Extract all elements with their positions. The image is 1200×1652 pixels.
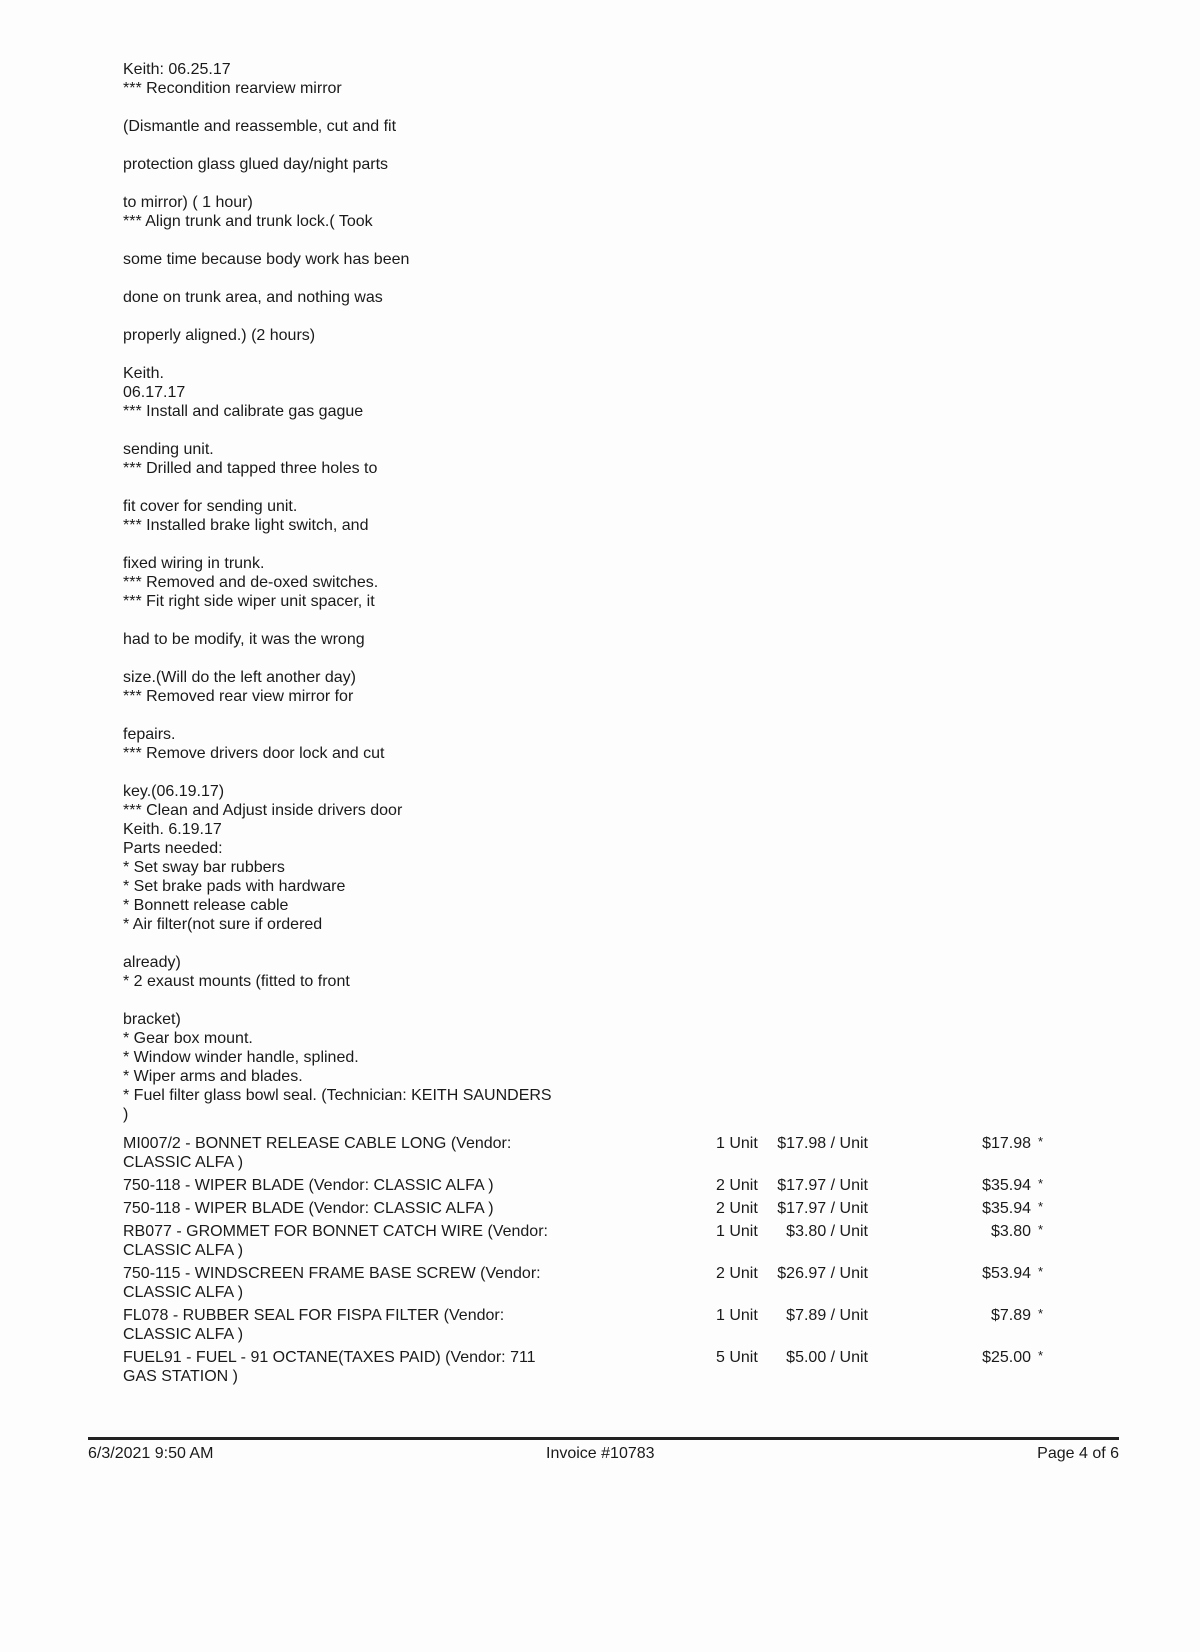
item-rate: $3.80 / Unit <box>786 1223 868 1240</box>
note-line: had to be modify, it was the wrong <box>123 631 365 648</box>
item-amount: $53.94 <box>982 1265 1031 1282</box>
item-amount: $25.00 <box>982 1349 1031 1366</box>
line-item-row <box>123 1176 1083 1195</box>
footer-invoice-number: Invoice #10783 <box>546 1445 655 1462</box>
note-line: * Air filter(not sure if ordered <box>123 916 323 933</box>
note-line: *** Install and calibrate gas gague <box>123 403 364 420</box>
note-line: * Set sway bar rubbers <box>123 859 285 876</box>
taxable-marker: * <box>1037 1348 1043 1363</box>
item-description <box>123 1348 593 1386</box>
note-line: *** Clean and Adjust inside drivers door <box>123 802 403 819</box>
note-line: Keith. 6.19.17 <box>123 821 222 838</box>
taxable-marker: * <box>1037 1134 1043 1149</box>
note-line: *** Drilled and tapped three holes to <box>123 460 378 477</box>
taxable-marker: * <box>1037 1199 1043 1214</box>
work-notes <box>123 60 643 1124</box>
note-line: Keith. <box>123 365 164 382</box>
item-description-line: 750-115 - WINDSCREEN FRAME BASE SCREW (Vendor: <box>123 1265 541 1282</box>
item-description-line: MI007/2 - BONNET RELEASE CABLE LONG (Vendor: <box>123 1135 512 1152</box>
note-line: fixed wiring in trunk. <box>123 555 265 572</box>
note-line: *** Installed brake light switch, and <box>123 517 369 534</box>
note-line: some time because body work has been <box>123 251 410 268</box>
note-line: Parts needed: <box>123 840 223 857</box>
item-description-line: CLASSIC ALFA ) <box>123 1326 244 1343</box>
note-line: bracket) <box>123 1011 181 1028</box>
item-amount: $35.94 <box>982 1200 1031 1217</box>
note-line: * Wiper arms and blades. <box>123 1068 303 1085</box>
footer-page-number: Page 4 of 6 <box>1037 1445 1119 1462</box>
note-line: size.(Will do the left another day) <box>123 669 356 686</box>
item-amount: $7.89 <box>990 1307 1031 1324</box>
taxable-marker: * <box>1037 1264 1043 1279</box>
note-line: *** Removed rear view mirror for <box>123 688 354 705</box>
item-description-line: GAS STATION ) <box>123 1368 238 1385</box>
line-item-row <box>123 1306 1083 1344</box>
line-item-row <box>123 1348 1083 1386</box>
note-line: * Set brake pads with hardware <box>123 878 346 895</box>
note-line: key.(06.19.17) <box>123 783 225 800</box>
taxable-marker: * <box>1037 1176 1043 1191</box>
item-description-line: FL078 - RUBBER SEAL FOR FISPA FILTER (Vendor: <box>123 1307 505 1324</box>
item-rate: $26.97 / Unit <box>777 1265 868 1282</box>
item-description <box>123 1264 593 1302</box>
item-description <box>123 1199 593 1218</box>
item-quantity: 1 Unit <box>716 1223 758 1240</box>
note-line: * Bonnett release cable <box>123 897 289 914</box>
note-line: Keith: 06.25.17 <box>123 61 231 78</box>
page-footer <box>88 1443 1119 1465</box>
item-description <box>123 1306 593 1344</box>
item-description-line: CLASSIC ALFA ) <box>123 1242 244 1259</box>
item-quantity: 1 Unit <box>716 1307 758 1324</box>
note-line: *** Recondition rearview mirror <box>123 80 342 97</box>
note-line: fit cover for sending unit. <box>123 498 298 515</box>
item-quantity: 5 Unit <box>716 1349 758 1366</box>
item-rate: $17.98 / Unit <box>777 1135 868 1152</box>
item-rate: $17.97 / Unit <box>777 1200 868 1217</box>
taxable-marker: * <box>1037 1306 1043 1321</box>
note-line: protection glass glued day/night parts <box>123 156 389 173</box>
note-line: *** Align trunk and trunk lock.( Took <box>123 213 373 230</box>
line-item-row <box>123 1199 1083 1218</box>
item-amount: $17.98 <box>982 1135 1031 1152</box>
note-line: *** Removed and de-oxed switches. <box>123 574 379 591</box>
item-description-line: CLASSIC ALFA ) <box>123 1284 244 1301</box>
item-description-line: RB077 - GROMMET FOR BONNET CATCH WIRE (Vendor: <box>123 1223 548 1240</box>
note-line: already) <box>123 954 181 971</box>
note-line: properly aligned.) (2 hours) <box>123 327 316 344</box>
item-description <box>123 1134 593 1172</box>
item-quantity: 2 Unit <box>716 1177 758 1194</box>
note-line: *** Remove drivers door lock and cut <box>123 745 385 762</box>
note-line: to mirror) ( 1 hour) <box>123 194 253 211</box>
parts-line-items <box>123 1134 1083 1386</box>
item-amount: $3.80 <box>990 1223 1031 1240</box>
item-rate: $5.00 / Unit <box>786 1349 868 1366</box>
line-item-row <box>123 1134 1083 1172</box>
footer-rule <box>88 1437 1119 1440</box>
item-description <box>123 1222 593 1260</box>
note-line: done on trunk area, and nothing was <box>123 289 383 306</box>
note-line: * Fuel filter glass bowl seal. (Technician: KEITH SAUNDERS <box>123 1087 552 1104</box>
item-description-line: 750-118 - WIPER BLADE (Vendor: CLASSIC ALFA ) <box>123 1200 494 1217</box>
note-line: * Gear box mount. <box>123 1030 253 1047</box>
note-line: *** Fit right side wiper unit spacer, it <box>123 593 375 610</box>
line-item-row <box>123 1264 1083 1302</box>
item-description-line: CLASSIC ALFA ) <box>123 1154 244 1171</box>
item-description-line: FUEL91 - FUEL - 91 OCTANE(TAXES PAID) (Vendor: 711 <box>123 1349 536 1366</box>
item-quantity: 2 Unit <box>716 1265 758 1282</box>
item-description <box>123 1176 593 1195</box>
note-line: ) <box>123 1106 129 1123</box>
note-line: * Window winder handle, splined. <box>123 1049 359 1066</box>
item-description-line: 750-118 - WIPER BLADE (Vendor: CLASSIC ALFA ) <box>123 1177 494 1194</box>
item-quantity: 1 Unit <box>716 1135 758 1152</box>
item-amount: $35.94 <box>982 1177 1031 1194</box>
item-rate: $7.89 / Unit <box>786 1307 868 1324</box>
note-line: * 2 exaust mounts (fitted to front <box>123 973 350 990</box>
note-line: fepairs. <box>123 726 176 743</box>
note-line: (Dismantle and reassemble, cut and fit <box>123 118 397 135</box>
note-line: 06.17.17 <box>123 384 186 401</box>
item-rate: $17.97 / Unit <box>777 1177 868 1194</box>
taxable-marker: * <box>1037 1222 1043 1237</box>
line-item-row <box>123 1222 1083 1260</box>
item-quantity: 2 Unit <box>716 1200 758 1217</box>
note-line: sending unit. <box>123 441 214 458</box>
footer-datetime: 6/3/2021 9:50 AM <box>88 1445 214 1462</box>
